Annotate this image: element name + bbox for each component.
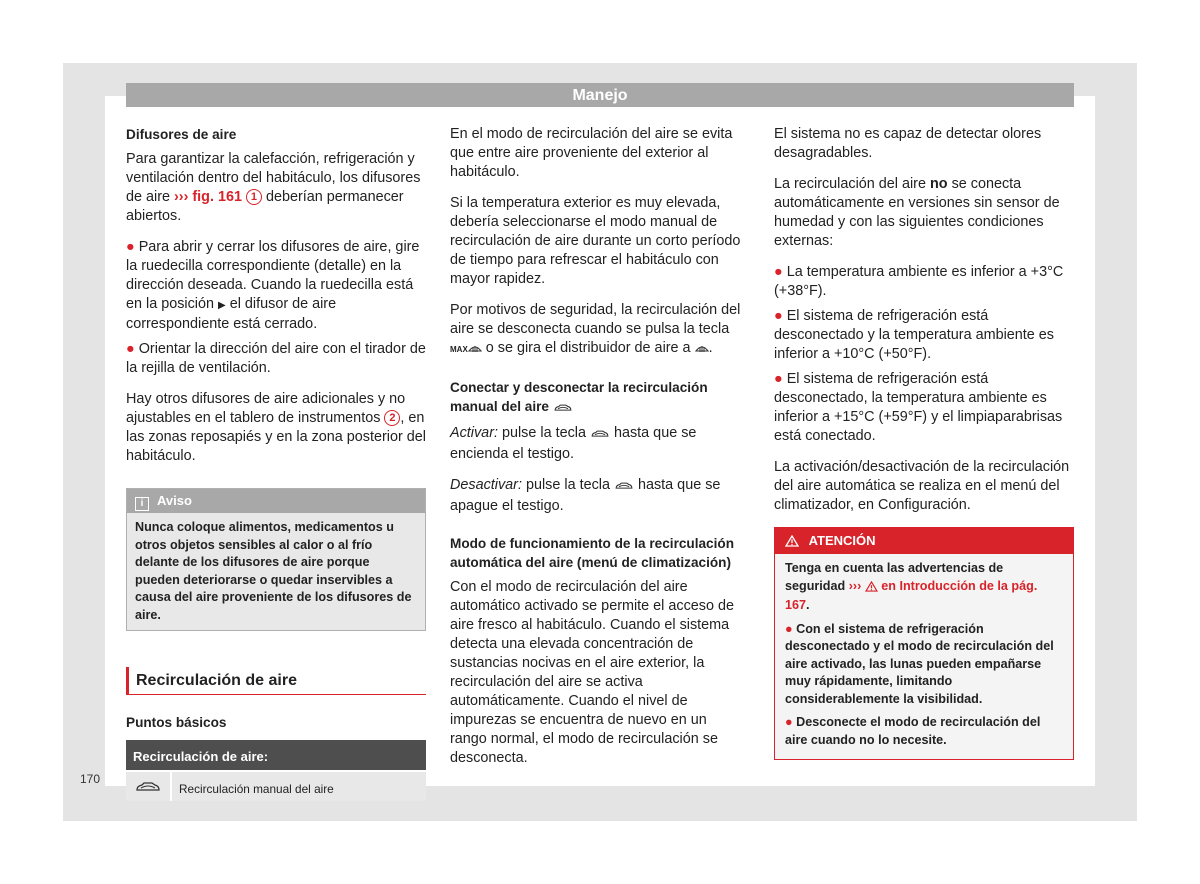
table-header: Recirculación de aire: (126, 740, 426, 770)
bullet-icon: ● (785, 621, 793, 636)
section-title: Recirculación de aire (126, 667, 426, 695)
label: Activar: (450, 425, 498, 441)
text: Hay otros difusores de aire adicionales y no ajustables en el tablero de instrumentos (126, 391, 406, 426)
warning-item (785, 560, 1063, 615)
info-icon: i (135, 497, 149, 511)
table-cell: Recirculación manual del aire (179, 782, 334, 796)
bullet-icon: ● (126, 239, 135, 255)
text: La temperatura ambiente es inferior a +3°C (+38°F). (774, 264, 1064, 299)
warning-triangle-icon (865, 580, 878, 598)
text: Desconecte el modo de recirculación del aire cuando no lo necesite. (785, 715, 1041, 747)
max-defrost-icon: MAX (450, 345, 468, 354)
heading-conectar (450, 378, 742, 418)
notice-title: Aviso (157, 493, 192, 508)
text: Para abrir y cerrar los difusores de aire, gire la ruedecilla correspondiente (detalle) en la dirección deseada. Cuando la ruedecilla está en la posición (126, 239, 420, 312)
text: pulse la tecla (497, 425, 590, 441)
text: . (806, 598, 810, 612)
bullet-item (126, 340, 426, 378)
recirculation-icon (614, 478, 634, 497)
bullet-icon: ● (774, 371, 783, 387)
warning-item (785, 714, 1063, 749)
text: El sistema de refrigeración está desconectado y la temperatura ambiente es inferior a +10°C (+50°F). (774, 308, 1054, 362)
bullet-item (774, 263, 1074, 301)
figure-reference-link[interactable]: ››› fig. 161 (174, 189, 242, 205)
text: La recirculación del aire (774, 176, 930, 192)
text: Orientar la dirección del aire con el tirador de la rejilla de ventilación. (126, 341, 426, 376)
recirculation-table (126, 740, 426, 801)
notice-header (127, 489, 425, 513)
label: Desactivar: (450, 477, 522, 493)
bullet-icon: ● (774, 308, 783, 324)
text: , en las zonas reposapiés y en la zona posterior del habitáculo. (126, 410, 426, 464)
paragraph-seguridad (450, 301, 742, 360)
notice-box (126, 488, 426, 631)
text: se conecta automáticamente en versiones sin sensor de humedad y con las siguientes condiciones externas: (774, 176, 1060, 249)
text: El sistema de refrigeración está desconectado, la temperatura ambiente es inferior a +15°C (+59°F) y el limpiaparabrisas está conectado. (774, 371, 1063, 444)
column-3 (774, 125, 1074, 760)
paragraph: La activación/desactivación de la recirculación del aire automática se realiza en el menú del climatizador, en Configuración. (774, 459, 1070, 513)
notice-text: Nunca coloque alimentos, medicamentos u otros objetos sensibles al calor o al frío delante de los difusores de aire porque pueden deteriorarse o quedar inservibles a causa del aire proveniente de los difusores de aire. (127, 513, 425, 630)
text: Para garantizar la calefacción, refrigeración y ventilación dentro del habitáculo, los difusores de aire (126, 151, 421, 205)
bullet-item (774, 307, 1074, 364)
bullet-icon: ● (785, 715, 793, 729)
bullet-icon: ● (774, 264, 783, 280)
callout-number-1: 1 (246, 189, 262, 205)
windshield-defrost-icon (695, 341, 709, 360)
warning-title: ATENCIÓN (808, 533, 876, 548)
text: Con el sistema de refrigeración desconectado y el modo de recirculación del aire activado, las lunas pueden empañarse muy rápidamente, limitando considerablemente la visibilidad. (785, 621, 1054, 706)
text: o se gira el distribuidor de aire a (481, 340, 695, 356)
heading-puntos-basicos: Puntos básicos (126, 715, 227, 730)
warning-box (774, 527, 1074, 760)
callout-number-2: 2 (384, 410, 400, 426)
paragraph-activar (450, 424, 742, 464)
bullet-item (774, 370, 1074, 446)
column-2 (450, 125, 742, 780)
text: . (708, 340, 713, 356)
recirculation-icon (590, 426, 610, 445)
paragraph-desactivar (450, 476, 742, 516)
text: hasta que se apague el testigo. (450, 477, 721, 514)
reference-arrows: ››› (848, 578, 862, 593)
warning-body (775, 554, 1073, 759)
text: deberían permanecer abiertos. (126, 189, 404, 224)
paragraph: En el modo de recirculación del aire se evita que entre aire proveniente del exterior al habitáculo. (450, 126, 733, 180)
paragraph-condiciones (774, 175, 1074, 251)
text: Por motivos de seguridad, la recirculación del aire se desconecta cuando se pulsa la tecla (450, 302, 741, 337)
paragraph: El sistema no es capaz de detectar olores desagradables. (774, 126, 1042, 161)
paragraph: Si la temperatura exterior es muy elevada, debería seleccionarse el modo manual de recirculación de aire durante un corto período de tiempo para refrescar el habitáculo con mayor rapidez. (450, 195, 741, 287)
paragraph: Con el modo de recirculación del aire automático activado se permite el acceso de aire fresco al habitáculo. Cuando el sistema detecta una elevada concentración de sustancias nocivas en el aire exterior, la recirculación del aire se activa automáticamente. Cuando el nivel de impurezas se encuentra de nuevo en un rango normal, el modo de recirculación se desconecta. (450, 579, 734, 766)
recirculation-icon (126, 772, 172, 801)
text: hasta que se encienda el testigo. (450, 425, 697, 462)
text: Tenga en cuenta las advertencias de seguridad (785, 561, 1004, 593)
bullet-icon: ● (126, 341, 135, 357)
text: pulse la tecla (521, 477, 614, 493)
heading-difusores: Difusores de aire (126, 127, 237, 142)
column-1 (126, 125, 426, 801)
warning-item (785, 621, 1063, 709)
table-row (126, 770, 426, 801)
paragraph-adicionales (126, 390, 426, 466)
page-reference-link[interactable]: en Introducción de la pág. 167 (785, 578, 1038, 612)
bullet-item (126, 238, 426, 334)
paragraph-difusores (126, 150, 426, 226)
warning-header (775, 528, 1073, 554)
heading-modo-automatico: Modo de funcionamiento de la recirculación automática del aire (menú de climatización) (450, 536, 735, 570)
page-header: Manejo (126, 83, 1074, 107)
arrow-right-icon: ▶ (218, 300, 226, 311)
recirculation-icon (553, 399, 573, 418)
emphasis: no (929, 176, 948, 192)
windshield-defrost-icon (468, 341, 482, 360)
text: el difusor de aire correspondiente está cerrado. (126, 296, 337, 332)
page-number: 170 (80, 772, 101, 786)
warning-triangle-icon (785, 535, 799, 551)
text: Conectar y desconectar la recirculación manual del aire (450, 380, 708, 414)
